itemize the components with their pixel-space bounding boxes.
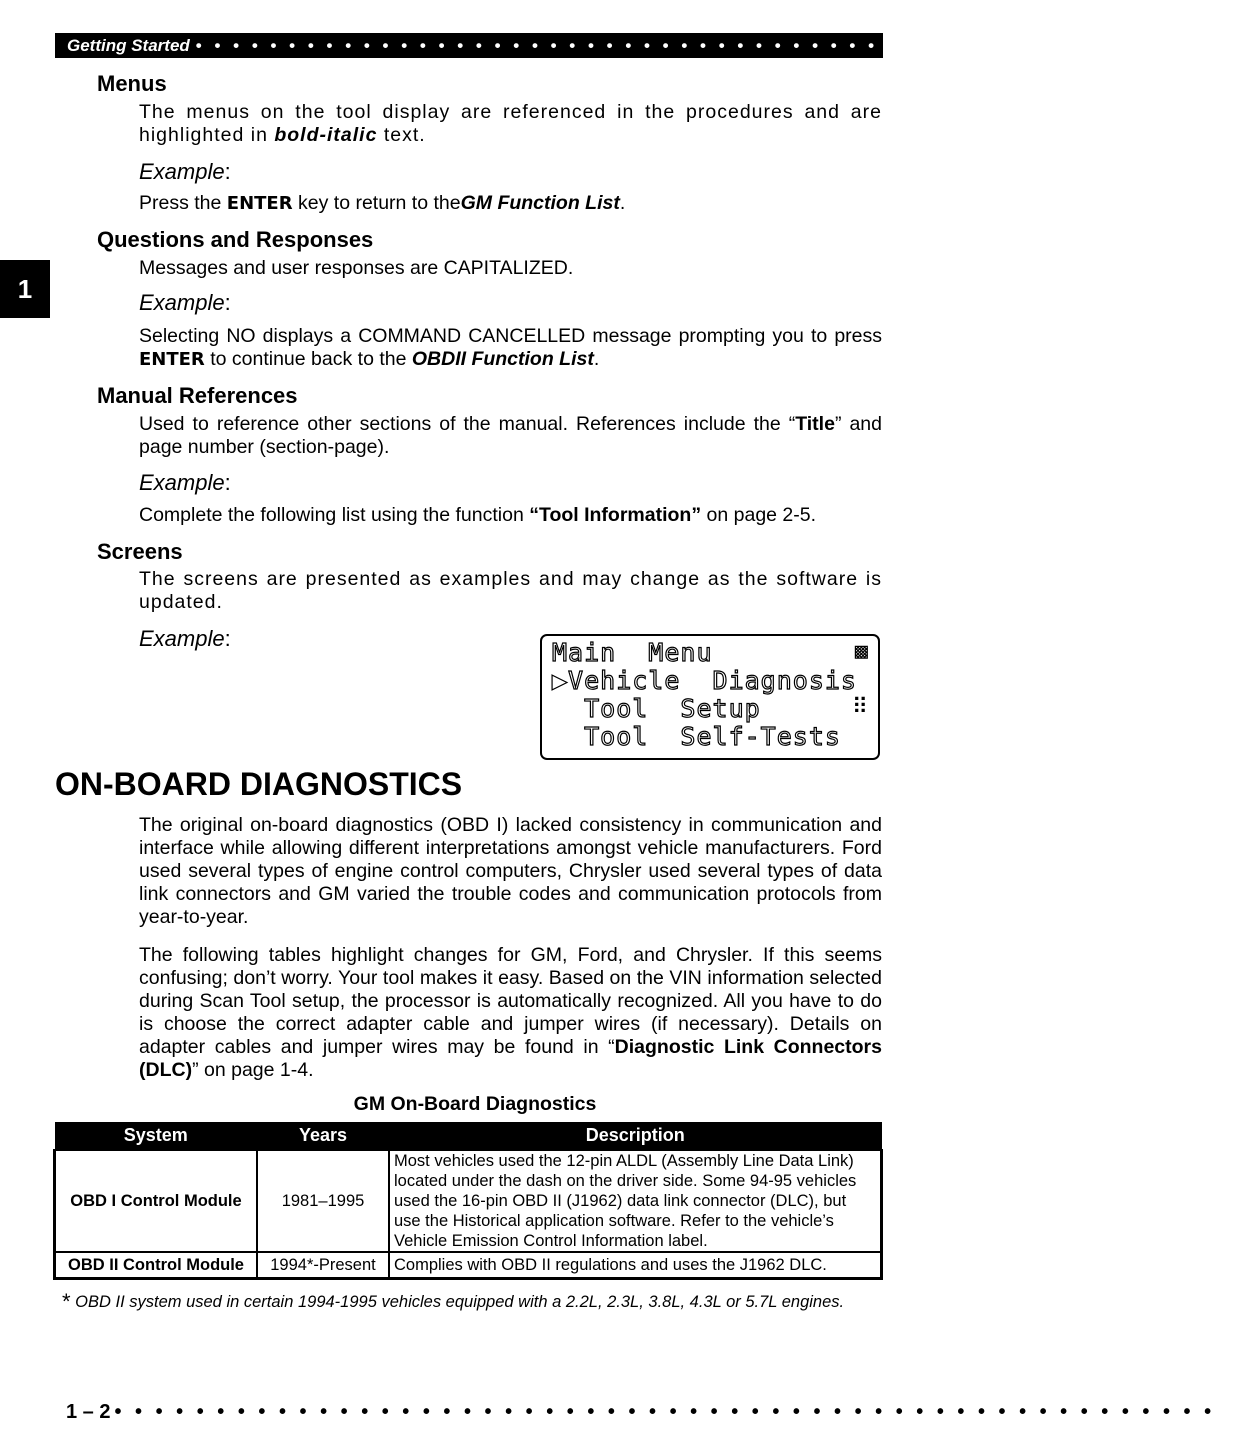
enter-key-label: ENTER bbox=[226, 193, 293, 214]
gm-obd-table bbox=[53, 1122, 883, 1280]
cell-system: OBD I Control Module bbox=[55, 1150, 258, 1252]
screens-text: The screens are presented as examples and may change as the software is updated. bbox=[139, 568, 882, 613]
enter-key-label: ENTER bbox=[139, 349, 205, 370]
manual-example-text: Complete the following list using the function “Tool Information” on page 2-5. bbox=[139, 504, 817, 526]
cell-system: OBD II Control Module bbox=[55, 1252, 258, 1279]
questions-example-label: Example: bbox=[139, 290, 231, 315]
battery-icon: ▩ bbox=[854, 639, 868, 664]
menus-heading: Menus bbox=[97, 71, 167, 96]
obd-paragraph-2: The following tables highlight changes for GM, Ford, and Chrysler. If this seems confusing; don’t worry. Your tool makes it easy. Based on the VIN information selected during Scan Tool setup, the processor is automatically recognized. All you have to do is choose the correct adapter cable and jumper wires (if necessary). Details on adapter cables and jumper wires may be found in “Diagnostic Link Connectors (DLC)” on page 1-4. bbox=[139, 944, 882, 1081]
table-row bbox=[55, 1150, 882, 1252]
cell-years: 1981–1995 bbox=[257, 1150, 389, 1252]
col-header-system: System bbox=[55, 1122, 258, 1150]
header-label: Getting Started bbox=[67, 36, 190, 55]
lcd-line-tool-setup: Tool Setup bbox=[552, 694, 761, 723]
lcd-line-vehicle-diagnosis: ▶Vehicle Diagnosis bbox=[552, 666, 857, 695]
table-footnote: * OBD II system used in certain 1994-1995 vehicles equipped with a 2.2L, 2.3L, 3.8L, 4.3L or 5.7L engines. bbox=[62, 1289, 845, 1314]
questions-heading: Questions and Responses bbox=[97, 227, 374, 252]
lcd-line-tool-self-tests: Tool Self-Tests bbox=[552, 722, 841, 751]
menus-text: The menus on the tool display are referenced in the procedures and are highlighted in bold-italic text. bbox=[139, 101, 882, 146]
page-number: 1 – 2 bbox=[66, 1401, 111, 1423]
cell-description: Complies with OBD II regulations and uses the J1962 DLC. bbox=[389, 1252, 882, 1279]
manual-example-label: Example: bbox=[139, 470, 231, 495]
screens-heading: Screens bbox=[97, 539, 183, 564]
section-tab: 1 bbox=[0, 260, 50, 318]
table-caption: GM On-Board Diagnostics bbox=[353, 1093, 597, 1115]
obd-paragraph-1: The original on-board diagnostics (OBD I) lacked consistency in communication and interface while allowing different interpretations amongst vehicle manufacturers. Ford used several types of engine control computers, Chrysler used several types of data link connectors and GM varied the trouble codes and communication protocols from year-to-year. bbox=[139, 814, 882, 928]
footer-dots: • • • • • • • • • • • • • • • • • • • • • • • • • • • • • • • • • • • • • • • • • • • • • • • • • • • • • • bbox=[114, 1401, 1216, 1423]
questions-text: Messages and user responses are CAPITALIZED. bbox=[139, 257, 574, 279]
lcd-line-main-menu: Main Menu bbox=[552, 638, 713, 667]
cell-years: 1994*-Present bbox=[257, 1252, 389, 1279]
scroll-icon: ⠿ bbox=[851, 695, 868, 720]
menus-example-text: Press the ENTER key to return to theGM Function List. bbox=[139, 192, 626, 214]
col-header-years: Years bbox=[257, 1122, 389, 1150]
lcd-screen-example bbox=[540, 634, 880, 760]
manual-text: Used to reference other sections of the manual. References include the “Title” and page number (section-page). bbox=[139, 413, 882, 458]
obd-heading: ON-BOARD DIAGNOSTICS bbox=[55, 766, 463, 802]
manual-heading: Manual References bbox=[97, 383, 298, 408]
menus-example-label: Example: bbox=[139, 159, 231, 184]
col-header-description: Description bbox=[389, 1122, 882, 1150]
screens-example-label: Example: bbox=[139, 626, 231, 651]
cell-description: Most vehicles used the 12-pin ALDL (Assembly Line Data Link) located under the dash on the driver side. Some 94-95 vehicles used the 16-pin OBD II (J1962) data link connector (DLC), but use the Historical application software. Refer to the vehicle’s Vehicle Emission Control Information label. bbox=[389, 1150, 882, 1252]
page-footer bbox=[66, 1398, 1216, 1426]
table-row bbox=[55, 1252, 882, 1279]
questions-example-text: Selecting NO displays a COMMAND CANCELLED message prompting you to press ENTER to continue back to the OBDII Function List. bbox=[139, 325, 882, 370]
header-dots: • • • • • • • • • • • • • • • • • • • • • • • • • • • • • • • • • • • • • • • • • • • • • • • • • • • • • • • • bbox=[195, 36, 1233, 55]
header-bar bbox=[55, 33, 1233, 58]
